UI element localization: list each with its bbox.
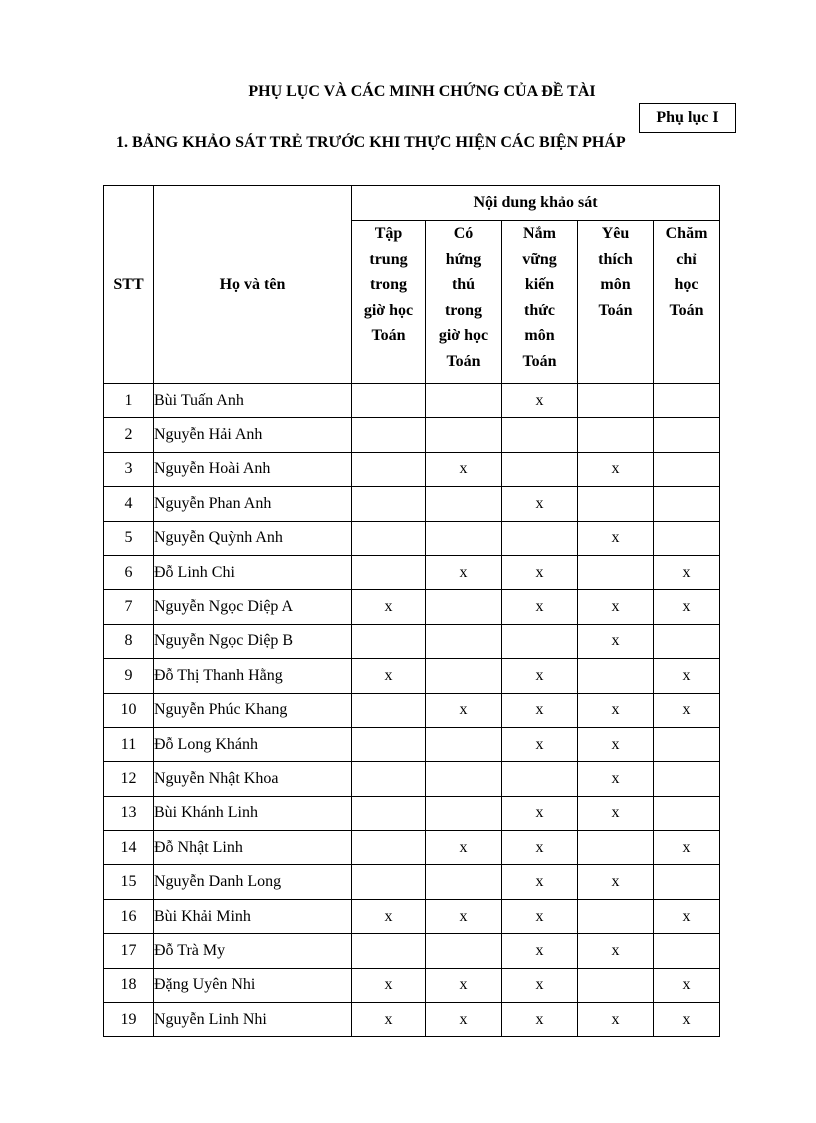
survey-mark — [352, 452, 426, 486]
student-name: Bùi Khánh Linh — [154, 796, 352, 830]
survey-mark: x — [502, 831, 578, 865]
criterion-line: giờ học — [363, 301, 414, 319]
student-name: Nguyễn Hoài Anh — [154, 452, 352, 486]
survey-mark — [578, 384, 654, 418]
survey-mark: x — [352, 899, 426, 933]
header-criterion-diligence — [654, 221, 720, 384]
criterion-line: Chăm — [665, 225, 708, 242]
row-number: 3 — [104, 452, 154, 486]
survey-mark: x — [578, 727, 654, 761]
survey-mark — [352, 727, 426, 761]
section-title: 1. BẢNG KHẢO SÁT TRẺ TRƯỚC KHI THỰC HIỆN CÁC BIỆN PHÁP — [116, 134, 626, 151]
survey-mark: x — [502, 934, 578, 968]
criterion-line: Nắm — [523, 225, 556, 242]
table-row — [104, 487, 720, 521]
criterion-line: vững — [522, 250, 557, 268]
survey-mark — [426, 624, 502, 658]
survey-mark: x — [502, 1003, 578, 1037]
criterion-line: thích — [598, 250, 633, 268]
student-name: Đặng Uyên Nhi — [154, 968, 352, 1002]
survey-mark: x — [502, 727, 578, 761]
survey-mark — [578, 659, 654, 693]
table-row — [104, 727, 720, 761]
survey-mark: x — [352, 659, 426, 693]
survey-mark — [426, 521, 502, 555]
survey-mark — [578, 487, 654, 521]
survey-mark — [352, 521, 426, 555]
survey-mark — [654, 418, 720, 452]
survey-mark — [352, 796, 426, 830]
survey-mark: x — [426, 1003, 502, 1037]
survey-mark — [352, 934, 426, 968]
student-name: Nguyễn Ngọc Diệp B — [154, 624, 352, 658]
survey-mark — [654, 727, 720, 761]
header-survey-content: Nội dung khảo sát — [352, 186, 720, 221]
survey-mark: x — [502, 590, 578, 624]
criterion-line: Toán — [522, 352, 557, 370]
survey-mark — [654, 624, 720, 658]
survey-mark — [426, 865, 502, 899]
row-number: 7 — [104, 590, 154, 624]
table-row — [104, 899, 720, 933]
survey-table-body — [104, 384, 720, 1037]
table-row — [104, 762, 720, 796]
row-number: 2 — [104, 418, 154, 452]
table-row — [104, 624, 720, 658]
student-name: Nguyễn Hải Anh — [154, 418, 352, 452]
survey-mark — [352, 555, 426, 589]
header-name: Họ và tên — [154, 186, 352, 384]
survey-mark: x — [502, 555, 578, 589]
row-number: 4 — [104, 487, 154, 521]
survey-mark: x — [426, 968, 502, 1002]
criterion-line: thức — [524, 301, 555, 319]
row-number: 19 — [104, 1003, 154, 1037]
criterion-line: giờ học — [438, 327, 489, 344]
header-criterion-interest — [426, 221, 502, 384]
row-number: 17 — [104, 934, 154, 968]
survey-mark: x — [502, 796, 578, 830]
survey-mark: x — [578, 934, 654, 968]
row-number: 15 — [104, 865, 154, 899]
criterion-line: học — [674, 276, 699, 293]
survey-mark: x — [578, 865, 654, 899]
criterion-line: Yêu — [601, 225, 630, 242]
survey-mark: x — [502, 487, 578, 521]
survey-mark — [654, 384, 720, 418]
row-number: 18 — [104, 968, 154, 1002]
student-name: Bùi Tuấn Anh — [154, 384, 352, 418]
row-number: 11 — [104, 727, 154, 761]
criterion-line: Toán — [371, 327, 406, 344]
student-name: Nguyễn Danh Long — [154, 865, 352, 899]
survey-mark — [578, 968, 654, 1002]
student-name: Đỗ Long Khánh — [154, 727, 352, 761]
survey-mark — [426, 796, 502, 830]
survey-mark: x — [502, 659, 578, 693]
survey-mark — [352, 831, 426, 865]
survey-mark — [654, 521, 720, 555]
survey-mark — [426, 727, 502, 761]
survey-mark: x — [426, 693, 502, 727]
criterion-line: Toán — [669, 301, 704, 319]
survey-mark: x — [352, 590, 426, 624]
survey-mark: x — [502, 693, 578, 727]
survey-mark — [502, 418, 578, 452]
survey-mark — [352, 624, 426, 658]
criterion-line: Toán — [598, 301, 633, 319]
survey-mark: x — [502, 865, 578, 899]
survey-mark — [578, 899, 654, 933]
header-criterion-knowledge — [502, 221, 578, 384]
survey-mark: x — [578, 693, 654, 727]
criterion-line: trung — [369, 250, 408, 268]
student-name: Nguyễn Quỳnh Anh — [154, 521, 352, 555]
survey-mark — [578, 418, 654, 452]
table-row — [104, 659, 720, 693]
row-number: 13 — [104, 796, 154, 830]
table-row — [104, 1003, 720, 1037]
row-number: 9 — [104, 659, 154, 693]
survey-mark: x — [502, 384, 578, 418]
survey-mark: x — [578, 1003, 654, 1037]
appendix-label: Phụ lục I — [639, 103, 736, 133]
survey-mark — [352, 418, 426, 452]
survey-mark: x — [654, 831, 720, 865]
survey-mark — [654, 487, 720, 521]
table-row — [104, 865, 720, 899]
row-number: 10 — [104, 693, 154, 727]
header-criterion-love-math — [578, 221, 654, 384]
student-name: Nguyễn Nhật Khoa — [154, 762, 352, 796]
survey-mark — [654, 934, 720, 968]
survey-mark: x — [578, 796, 654, 830]
survey-mark: x — [578, 762, 654, 796]
criterion-line: thú — [451, 276, 476, 293]
header-stt: STT — [104, 186, 154, 384]
criterion-line: Có — [453, 225, 474, 242]
survey-mark — [352, 384, 426, 418]
survey-mark — [426, 934, 502, 968]
row-number: 8 — [104, 624, 154, 658]
survey-mark: x — [654, 555, 720, 589]
survey-mark: x — [654, 1003, 720, 1037]
survey-mark: x — [578, 521, 654, 555]
survey-mark — [426, 418, 502, 452]
table-row — [104, 796, 720, 830]
student-name: Nguyễn Ngọc Diệp A — [154, 590, 352, 624]
page-title: PHỤ LỤC VÀ CÁC MINH CHỨNG CỦA ĐỀ TÀI — [248, 83, 596, 100]
table-row — [104, 555, 720, 589]
survey-mark: x — [578, 624, 654, 658]
survey-mark: x — [578, 590, 654, 624]
student-name: Nguyễn Phúc Khang — [154, 693, 352, 727]
survey-mark — [426, 384, 502, 418]
survey-mark: x — [502, 968, 578, 1002]
survey-mark — [502, 452, 578, 486]
student-name: Nguyễn Linh Nhi — [154, 1003, 352, 1037]
survey-mark: x — [502, 899, 578, 933]
survey-mark — [352, 693, 426, 727]
row-number: 1 — [104, 384, 154, 418]
survey-mark: x — [654, 968, 720, 1002]
student-name: Đỗ Nhật Linh — [154, 831, 352, 865]
survey-mark: x — [352, 968, 426, 1002]
student-name: Đỗ Trà My — [154, 934, 352, 968]
survey-mark — [426, 487, 502, 521]
survey-mark — [654, 452, 720, 486]
table-row — [104, 934, 720, 968]
survey-mark: x — [426, 452, 502, 486]
header-criterion-focus — [352, 221, 426, 384]
row-number: 14 — [104, 831, 154, 865]
criterion-line: kiến — [524, 276, 555, 293]
table-row — [104, 968, 720, 1002]
criterion-line: trong — [369, 276, 408, 293]
survey-mark — [426, 762, 502, 796]
criterion-line: môn — [600, 276, 631, 293]
survey-mark — [654, 865, 720, 899]
survey-mark: x — [426, 555, 502, 589]
survey-mark — [352, 487, 426, 521]
survey-mark — [426, 590, 502, 624]
table-row — [104, 590, 720, 624]
row-number: 5 — [104, 521, 154, 555]
criterion-line: chỉ — [676, 250, 697, 268]
survey-mark: x — [352, 1003, 426, 1037]
survey-mark — [578, 555, 654, 589]
survey-mark — [502, 762, 578, 796]
criterion-line: Toán — [446, 352, 481, 370]
survey-mark: x — [578, 452, 654, 486]
row-number: 12 — [104, 762, 154, 796]
table-row — [104, 521, 720, 555]
survey-mark: x — [426, 899, 502, 933]
table-row — [104, 384, 720, 418]
survey-mark — [654, 762, 720, 796]
criterion-line: môn — [524, 327, 555, 344]
table-row — [104, 418, 720, 452]
survey-mark: x — [654, 899, 720, 933]
criterion-line: Tập — [374, 225, 403, 242]
student-name: Nguyễn Phan Anh — [154, 487, 352, 521]
table-row — [104, 452, 720, 486]
survey-table — [103, 185, 720, 1037]
survey-mark: x — [426, 831, 502, 865]
survey-mark — [426, 659, 502, 693]
survey-mark — [654, 796, 720, 830]
row-number: 6 — [104, 555, 154, 589]
survey-mark — [502, 521, 578, 555]
criterion-line: hứng — [445, 250, 482, 268]
student-name: Đỗ Linh Chi — [154, 555, 352, 589]
survey-mark — [352, 865, 426, 899]
survey-mark — [352, 762, 426, 796]
survey-mark: x — [654, 693, 720, 727]
student-name: Bùi Khải Minh — [154, 899, 352, 933]
survey-mark: x — [654, 659, 720, 693]
survey-mark — [502, 624, 578, 658]
row-number: 16 — [104, 899, 154, 933]
student-name: Đỗ Thị Thanh Hằng — [154, 659, 352, 693]
survey-mark: x — [654, 590, 720, 624]
table-row — [104, 831, 720, 865]
survey-mark — [578, 831, 654, 865]
criterion-line: trong — [444, 301, 483, 319]
table-row — [104, 693, 720, 727]
